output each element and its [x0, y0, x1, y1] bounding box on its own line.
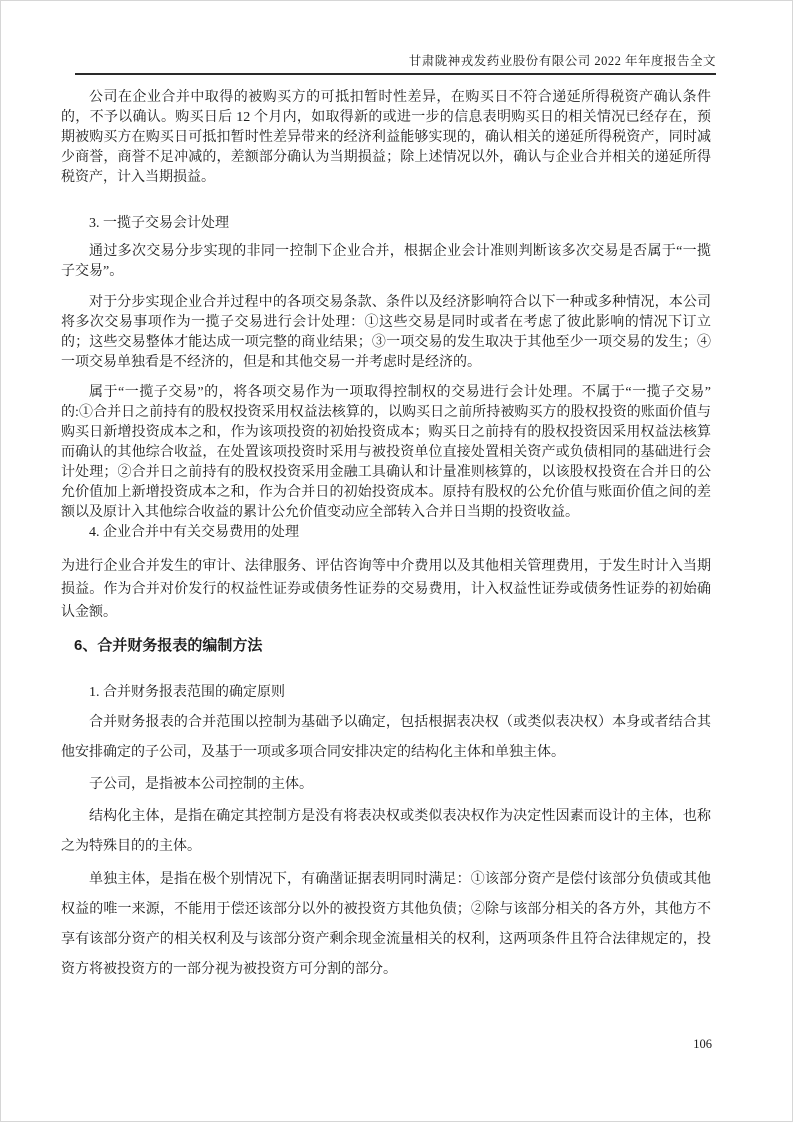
header-rule [75, 73, 716, 75]
paragraph-transaction-costs: 为进行企业合并发生的审计、法律服务、评估咨询等中介费用以及其他相关管理费用，于发生时计入当期损益。作为合并对价发行的权益性证券或债务性证券的交易费用，计入权益性证券或债务性证券的初始确认金额。 [61, 559, 711, 620]
paragraph-structured-entity-definition: 结构化主体，是指在确定其控制方是没有将表决权或类似表决权作为决定性因素而设计的主体，也称之为特殊目的的主体。 [61, 809, 711, 854]
heading-consolidation-scope-principle: 1. 合并财务报表范围的确定原则 [89, 685, 285, 700]
report-header-title: 甘肃陇神戎发药业股份有限公司 2022 年年度报告全文 [408, 54, 716, 68]
heading-consolidated-financial-statements: 6、合并财务报表的编制方法 [74, 637, 263, 654]
paragraph-subsidiary-definition: 子公司，是指被本公司控制的主体。 [89, 777, 313, 792]
paragraph-package-transaction-judgement: 通过多次交易分步实现的非同一控制下企业合并，根据企业会计准则判断该多次交易是否属于“一揽子交易”。 [61, 244, 711, 279]
page-header [75, 1, 716, 75]
heading-transaction-costs: 4. 企业合并中有关交易费用的处理 [89, 525, 299, 540]
document-body [61, 88, 711, 985]
paragraph-deferred-tax: 公司在企业合并中取得的被购买方的可抵扣暂时性差异，在购买日不符合递延所得税资产确认条件的，不予以确认。购买日后 12 个月内，如取得新的或进一步的信息表明购买日的相关情况已经存在，预期被购买方在购买日可抵扣暂时性差异带来的经济利益能够实现的，确认相关的递延所得税资产，同时减少商誉，商誉不足冲减的，差额部分确认为当期损益；除上述情况以外，确认与企业合并相关的递延所得税资产，计入当期损益。 [61, 90, 711, 185]
paragraph-separate-entity-definition: 单独主体，是指在极个别情况下，有确凿证据表明同时满足：①该部分资产是偿付该部分负债或其他权益的唯一来源，不能用于偿还该部分以外的被投资方其他负债；②除与该部分相关的各方外，其他方不享有该部分资产的相关权利及与该部分资产剩余现金流量相关的权利，这两项条件且符合法律规定的，投资方将被投资方的一部分视为被投资方可分割的部分。 [61, 872, 711, 977]
heading-package-transaction-accounting: 3. 一揽子交易会计处理 [89, 216, 229, 231]
paragraph-package-transaction-criteria: 对于分步实现企业合并过程中的各项交易条款、条件以及经济影响符合以下一种或多种情况，本公司将多次交易事项作为一揽子交易进行会计处理：①这些交易是同时或者在考虑了彼此影响的情况下订立的；这些交易整体才能达成一项完整的商业结果；③一项交易的发生取决于其他至少一项交易的发生；④一项交易单独看是不经济的，但是和其他交易一并考虑时是经济的。 [61, 295, 711, 370]
page-number: 106 [693, 1037, 712, 1051]
paragraph-package-transaction-treatment: 属于“一揽子交易”的，将各项交易作为一项取得控制权的交易进行会计处理。不属于“一揽子交易”的:①合并日之前持有的股权投资采用权益法核算的，以购买日之前所持被购买方的股权投资的账面价值与购买日新增投资成本之和，作为该项投资的初始投资成本；购买日之前持有的股权投资因采用权益法核算而确认的其他综合收益，在处置该项投资时采用与被投资单位直接处置相关资产或负债相同的基础进行会计处理；②合并日之前持有的股权投资采用金融工具确认和计量准则核算的，以该股权投资在合并日的公允价值加上新增投资成本之和，作为合并日的初始投资成本。原持有股权的公允价值与账面价值之间的差额以及原计入其他综合收益的累计公允价值变动应全部转入合并日当期的投资收益。 [61, 385, 711, 520]
paragraph-consolidation-scope: 合并财务报表的合并范围以控制为基础予以确定，包括根据表决权（或类似表决权）本身或者结合其他安排确定的子公司，及基于一项或多项合同安排决定的结构化主体和单独主体。 [61, 715, 711, 760]
